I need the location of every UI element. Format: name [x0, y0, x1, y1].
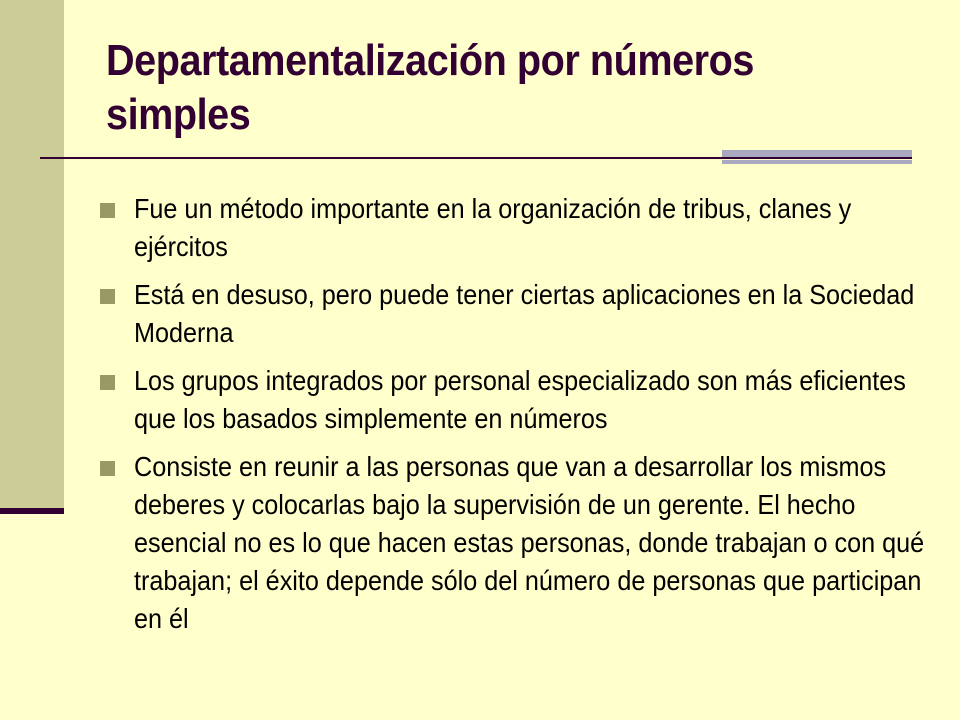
- bullet-list: [100, 190, 940, 648]
- title-accent-bar-lower: [722, 160, 912, 164]
- side-decoration-bar: [0, 0, 64, 512]
- bullet-text: Los grupos integrados por personal especializado son más eficientes que los basados simplemente en números: [134, 365, 906, 434]
- bullet-text: Consiste en reunir a las personas que van a desarrollar los mismos deberes y colocarlas bajo la supervisión de un gerente. El hecho esencial no es lo que hacen estas personas, donde trabajan o con qué trabajan; el éxito depende sólo del número de personas que participan en él: [134, 451, 925, 634]
- bullet-item: [100, 276, 940, 352]
- square-bullet-icon: [100, 461, 115, 476]
- square-bullet-icon: [100, 375, 115, 390]
- bullet-text: Fue un método importante en la organización de tribus, clanes y ejércitos: [134, 193, 852, 262]
- slide-title: Departamentalización por números simples: [106, 36, 754, 139]
- square-bullet-icon: [100, 289, 115, 304]
- title-accent-bar: [722, 150, 912, 157]
- square-bullet-icon: [100, 203, 115, 218]
- bullet-item: [100, 362, 940, 438]
- title-underline: [40, 157, 912, 159]
- bullet-item: [100, 190, 940, 266]
- bullet-item: [100, 448, 940, 638]
- bullet-text: Está en desuso, pero puede tener ciertas aplicaciones en la Sociedad Moderna: [134, 279, 915, 348]
- side-decoration-rule: [0, 508, 64, 514]
